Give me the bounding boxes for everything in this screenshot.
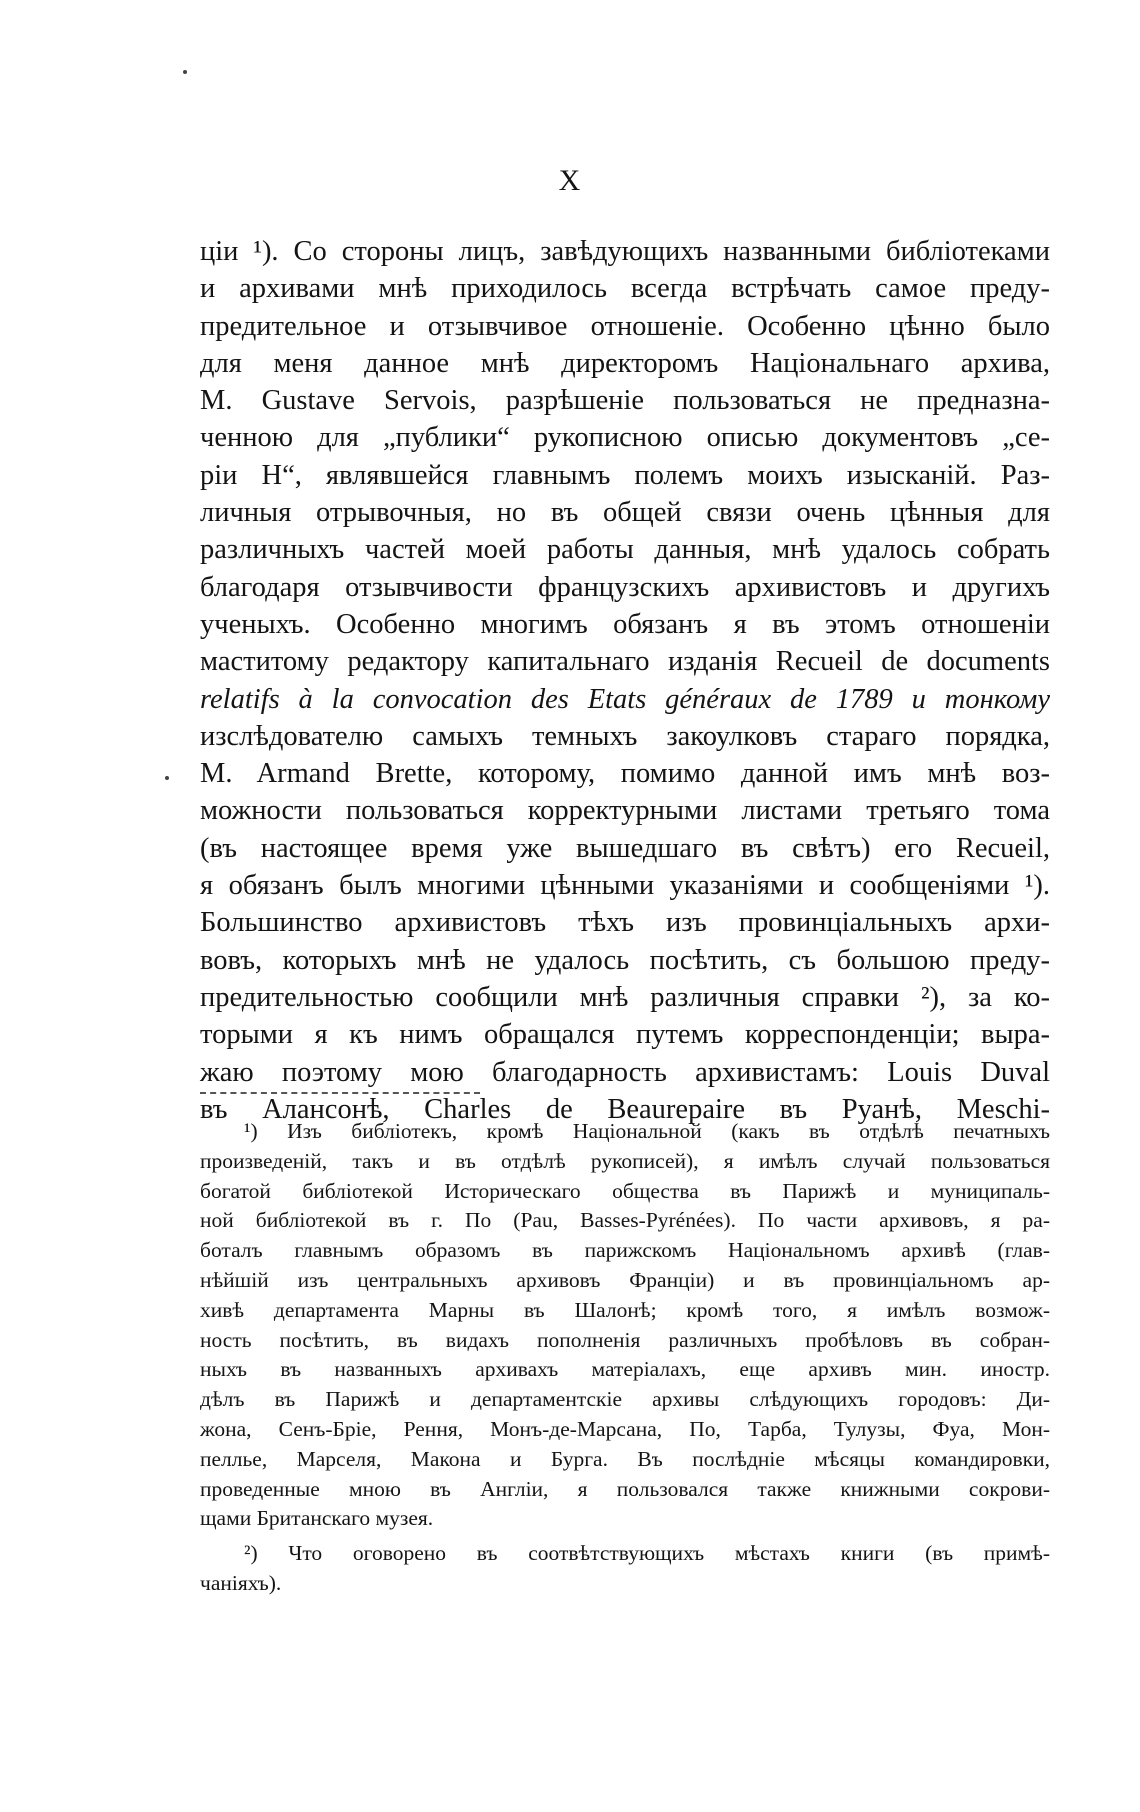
footnote-line: ¹) Изъ библіотекъ, кромѣ Національной (какъ въ отдѣлѣ печатныхъ [244,1119,1050,1143]
text-line: въ Алансонѣ, Charles de Beaurepaire въ Руанѣ, Meschi- [200,1093,1050,1125]
footnote-line: боталъ главнымъ образомъ въ парижскомъ Національномъ архивѣ (глав- [200,1238,1050,1263]
page-number: X [558,164,582,197]
footnote-line: жона, Сенъ-Бріе, Рення, Монъ-де-Марсана, По, Тарба, Тулузы, Фуа, Мон- [200,1416,1050,1441]
text-line: предительное и отзывчивое отношеніе. Особенно цѣнно было [200,310,1050,342]
text-line: M. Gustave Servois, разрѣшеніе пользоваться не предназна- [200,385,1050,417]
text-line: relatifs à la convocation des Etats généraux de 1789 и тонкому [200,683,1050,715]
footnote-line: хивѣ департамента Марны въ Шалонѣ; кромѣ того, я имѣлъ возмож- [200,1297,1050,1322]
footnote-line: ной библіотекой въ г. По (Pau, Basses-Pyrénées). По части архивовъ, я ра- [200,1208,1050,1233]
scan-speck [183,70,187,74]
text-line: (въ настоящее время уже вышедшаго въ свѣтъ) его Recueil, [200,832,1050,864]
footnote-line: пеллье, Марселя, Макона и Бурга. Въ послѣдніе мѣсяцы командировки, [200,1446,1050,1471]
text-line: вовъ, которыхъ мнѣ не удалось посѣтить, съ большою преду- [200,944,1050,976]
text-line: изслѣдователю самыхъ темныхъ закоулковъ стараго порядка, [200,720,1050,752]
text-line: торыми я къ нимъ обращался путемъ корреспонденціи; выра- [200,1019,1050,1051]
text-line: жаю поэтому мою благодарность архивистамъ: Louis Duval [200,1056,1050,1088]
text-line: личныя отрывочныя, но въ общей связи очень цѣнныя для [200,497,1050,529]
footnote-line: ныхъ въ названныхъ архивахъ матеріалахъ, еще архивъ мин. иностр. [200,1357,1050,1382]
text-line: ченною для „публики“ рукописною описью документовъ „се- [200,422,1050,454]
footnote-line: чаніяхъ). [200,1570,282,1595]
footnote-line: произведеній, такъ и въ отдѣлѣ рукописей), я имѣлъ случай пользоваться [200,1148,1050,1173]
text-line: ученыхъ. Особенно многимъ обязанъ я въ этомъ отношеніи [200,608,1050,640]
text-line: различныхъ частей моей работы данныя, мнѣ удалось собрать [200,534,1050,566]
text-line: можности пользоваться корректурными листами третьяго тома [200,795,1050,827]
text-line: предительностью сообщили мнѣ различныя справки ²), за ко- [200,981,1050,1013]
footnote-line: дѣлъ въ Парижѣ и департаментскіе архивы слѣдующихъ городовъ: Ди- [200,1387,1050,1412]
footnote-separator [200,1092,480,1094]
footnote-line: богатой библіотекой Историческаго общества въ Парижѣ и муниципаль- [200,1178,1050,1203]
text-line: для меня данное мнѣ директоромъ Національнаго архива, [200,347,1050,379]
text-line: и архивами мнѣ приходилось всегда встрѣчать самое преду- [200,273,1050,305]
footnote-line: ность посѣтить, въ видахъ пополненія различныхъ пробѣловъ въ собран- [200,1327,1050,1352]
footnote-line: проведенные мною въ Англіи, я пользовался также книжными сокрови- [200,1476,1050,1501]
text-line: благодаря отзывчивости французскихъ архивистовъ и другихъ [200,571,1050,603]
text-line: ціи ¹). Со стороны лицъ, завѣдующихъ названными библіотеками [200,236,1050,267]
text-line: M. Armand Brette, которому, помимо данной имъ мнѣ воз- [200,758,1050,790]
text-line: Большинство архивистовъ тѣхъ изъ провинціальныхъ архи- [200,907,1050,939]
main-text [200,233,1050,1128]
footnote-line: щами Британскаго музея. [200,1506,434,1531]
footnote-line: нѣйшій изъ центральныхъ архивовъ Франціи) и въ провинціальномъ ар- [200,1267,1050,1292]
footnotes [200,1117,1050,1599]
footnote-line: ²) Что оговорено въ соотвѣтствующихъ мѣстахъ книги (въ примѣ- [244,1541,1050,1566]
text-line: маститому редактору капитальнаго изданія Recueil de documents [200,646,1050,678]
text-line: я обязанъ былъ многими цѣнными указаніями и сообщеніями ¹). [200,870,1050,902]
scan-speck [165,776,169,780]
text-line: ріи H“, являвшейся главнымъ полемъ моихъ изысканій. Раз- [200,459,1050,491]
